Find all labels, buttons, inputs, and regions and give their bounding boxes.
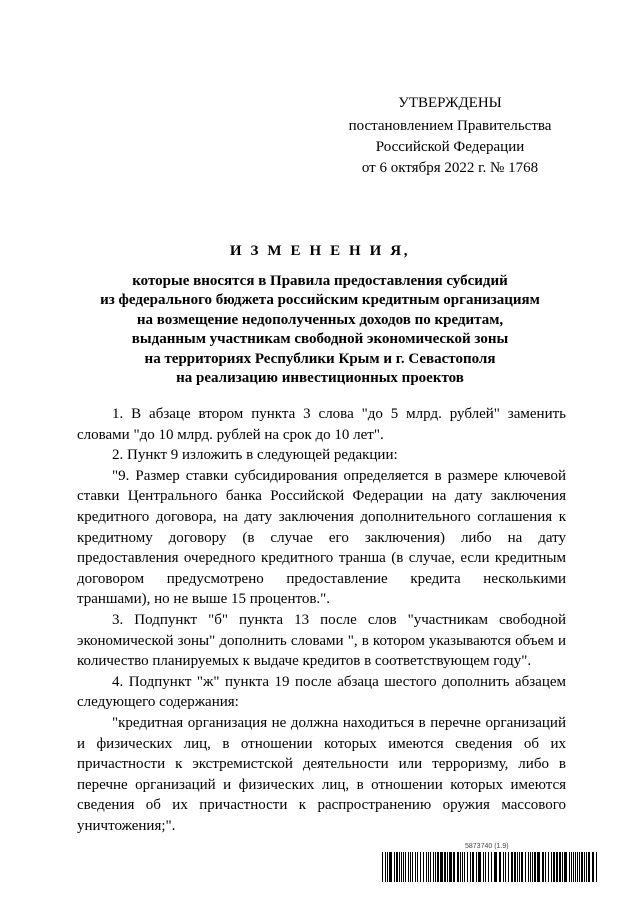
approval-line-2: Российской Федерации [375, 139, 525, 155]
heading-line: на реализацию инвестиционных проектов [176, 370, 464, 386]
heading-main: И З М Е Н Е Н И Я, [229, 243, 411, 259]
document-body [77, 404, 566, 836]
paragraph-4: 3. Подпункт "б" пункта 13 после слов "участникам свободной экономической зоны" дополнить словами ", в котором указываются объем и количество планируемых к выдаче кредитов в соответствующем году". [77, 611, 566, 670]
heading-line: которые вносятся в Правила предоставления субсидий [132, 272, 508, 289]
barcode-number: 5873740 (1.9) [465, 843, 509, 850]
paragraph-1: 1. В абзаце втором пункта 3 слова "до 5 млрд. рублей" заменить словами "до 10 млрд. рублей на срок до 10 лет". [77, 406, 566, 443]
barcode-block [381, 843, 599, 883]
heading-line: из федерального бюджета российским кредитным организациям [100, 292, 540, 308]
barcode-image [381, 852, 599, 882]
paragraph-2: 2. Пункт 9 изложить в следующей редакции: [112, 447, 398, 464]
heading-line: выданным участникам свободной экономической зоны [131, 331, 509, 347]
approval-title: УТВЕРЖДЕНЫ [398, 95, 502, 111]
paragraph-6: "кредитная организация не должна находиться в перечне организаций и физических лиц, в отношении которых имеются сведения об их причастности к экстремистской деятельности или терроризму, либо в перечне организаций и физических лиц, в отношении которых имеются сведения об их причастности к распространению оружия массового уничтожения;". [77, 714, 566, 834]
heading-line: на возмещение недополученных доходов по кредитам, [136, 311, 504, 328]
heading-line: на территориях Республики Крым и г. Севастополя [144, 350, 496, 367]
approval-line-3: от 6 октября 2022 г. № 1768 [361, 160, 539, 176]
paragraph-5: 4. Подпункт "ж" пункта 19 после абзаца шестого дополнить абзацем следующего содержания: [77, 673, 566, 711]
approval-stamp [300, 93, 600, 179]
approval-line-1: постановлением Правительства [348, 118, 552, 134]
document-heading [40, 242, 600, 389]
paragraph-3: "9. Размер ставки субсидирования определяется в размере ключевой ставки Центрального банка Российской Федерации на дату заключения кредитного договора, на дату заключения дополнительного соглашения к кредитному договору (в случае его заключения) либо на дату предоставления очередного кредитного транша (в случае, если кредитным договором предусмотрено предоставление кредита несколькими траншами), но не выше 15 процентов.". [77, 467, 566, 608]
